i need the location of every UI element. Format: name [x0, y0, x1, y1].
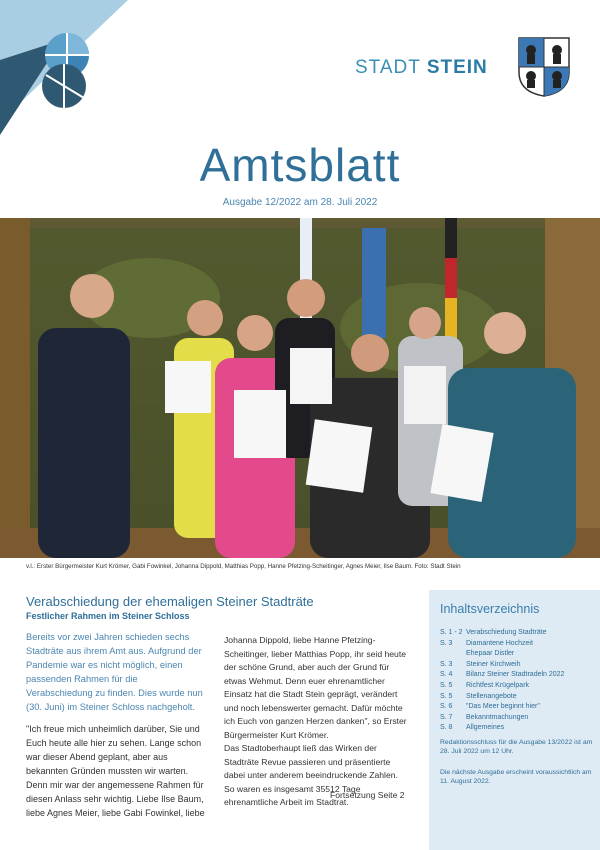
toc-label: Bilanz Steiner Stadtradeln 2022: [466, 671, 565, 679]
toc-page: S. 3: [440, 660, 453, 668]
issue-date: Ausgabe 12/2022 am 28. Juli 2022: [222, 197, 378, 208]
toc-item[interactable]: [440, 670, 598, 681]
toc-label: "Das Meer beginnt hier": [466, 703, 540, 711]
toc-label: Bekanntmachungen: [466, 713, 529, 721]
toc-label: Verabschiedung Stadträte: [466, 629, 547, 636]
toc-page: S. 7: [440, 713, 453, 721]
toc-item[interactable]: [440, 723, 598, 734]
toc-label: Steiner Kirchweih: [466, 660, 521, 668]
toc-title: Inhaltsverzeichnis: [440, 602, 540, 616]
article-subhead: Festlicher Rahmen im Steiner Schloss: [26, 611, 190, 621]
next-issue-note: Die nächste Ausgabe erscheint voraussichtlich am 11. August 2022.: [440, 769, 592, 785]
toc-label: Stellenangebote: [466, 692, 517, 700]
toc-label: Richtfest Krügelpark: [466, 681, 530, 689]
continuation-link[interactable]: Fortsetzung Seite 2: [330, 790, 405, 800]
brand-stein: STEIN: [426, 57, 488, 78]
group-photo: [0, 218, 600, 558]
article-paragraph-1: "Ich freue mich unheimlich darüber, Sie und Euch heute alle hier zu sehen. Lange schon war dieser Abend geplant, aber aus bekannten Gründen mussten wir warten. Denn mir war der angemessene Rahmen für diesen Anlass sehr wichtig. Liebe Ilse Baum, liebe Agnes Meier, liebe Gabi Fowinkel, liebe: [26, 724, 205, 818]
page-title: Amtsblatt: [199, 139, 401, 191]
pie-logo-icon: [42, 33, 89, 108]
article-headline: Verabschiedung der ehemaligen Steiner Stadträte: [26, 594, 314, 609]
toc-page: S. 3: [440, 639, 453, 647]
corner-logo-graphic: [0, 0, 140, 140]
toc-item[interactable]: [440, 639, 598, 650]
toc-label: Ehepaar Distler: [466, 650, 515, 658]
brand-stadt: STADT: [355, 57, 421, 78]
city-brand: [355, 57, 488, 79]
coat-of-arms-icon: [517, 36, 571, 98]
article-paragraph-3: Das Stadtoberhaupt ließ das Wirken der Stadträte Revue passieren und präsentierte dabei unter anderem beeindruckende Zahlen. So waren es insgesamt 35512 Tage ehrenamtliche Arbeit im Stadtrat.: [224, 743, 398, 807]
table-of-contents: [429, 590, 600, 850]
toc-item[interactable]: [440, 713, 598, 724]
article-paragraph-2: Johanna Dippold, liebe Hanne Pfetzing-Scheitinger, lieber Matthias Popp, ihr seid heute der schöne Grund, aber auch der Grund für etwas Wehmut. Denn euer ehrenamtlicher Einsatz hat die Stadt Stein geprägt, verändert und noch lebenswerter gemacht. Dafür möchte ich Euch von ganzen Herzen danken", so Erster Bürgermeister Kurt Krömer.: [224, 635, 407, 740]
toc-label: Diamantene Hochzeit: [466, 639, 533, 647]
toc-page: S. 4: [440, 671, 453, 679]
toc-list: [440, 628, 598, 734]
toc-item[interactable]: [440, 649, 598, 660]
toc-label: Allgemeines: [466, 724, 505, 732]
toc-item[interactable]: [440, 660, 598, 671]
toc-page: [440, 649, 466, 660]
toc-item[interactable]: [440, 692, 598, 703]
toc-page: S. 1 - 2: [440, 629, 463, 636]
article-column-1: [26, 630, 206, 820]
toc-item[interactable]: [440, 681, 598, 692]
article-column-2: [224, 634, 409, 810]
toc-item[interactable]: [440, 628, 598, 639]
toc-page: S. 6: [440, 703, 453, 711]
toc-item[interactable]: [440, 702, 598, 713]
photo-caption: v.l.: Erster Bürgermeister Kurt Krömer, Gabi Fowinkel, Johanna Dippold, Matthias Popp, Hanne Pfetzing-Scheitinger, Agnes Meier, Ilse Baum. Foto: Stadt Stein: [26, 563, 461, 570]
toc-page: S. 8: [440, 724, 453, 732]
article-lead: Bereits vor zwei Jahren schieden sechs Stadträte aus ihrem Amt aus. Aufgrund der Pandemie war es nicht möglich, einen passenden Rahmen für die Verabschiedung zu finden. Dies wurde nun (30. Juni) im Steiner Schloss nachgeholt.: [26, 632, 203, 712]
toc-page: S. 5: [440, 681, 453, 689]
deadline-note: Redaktionsschluss für die Ausgabe 13/2022 ist am 28. Juli 2022 um 12 Uhr.: [440, 739, 593, 755]
toc-page: S. 5: [440, 692, 453, 700]
